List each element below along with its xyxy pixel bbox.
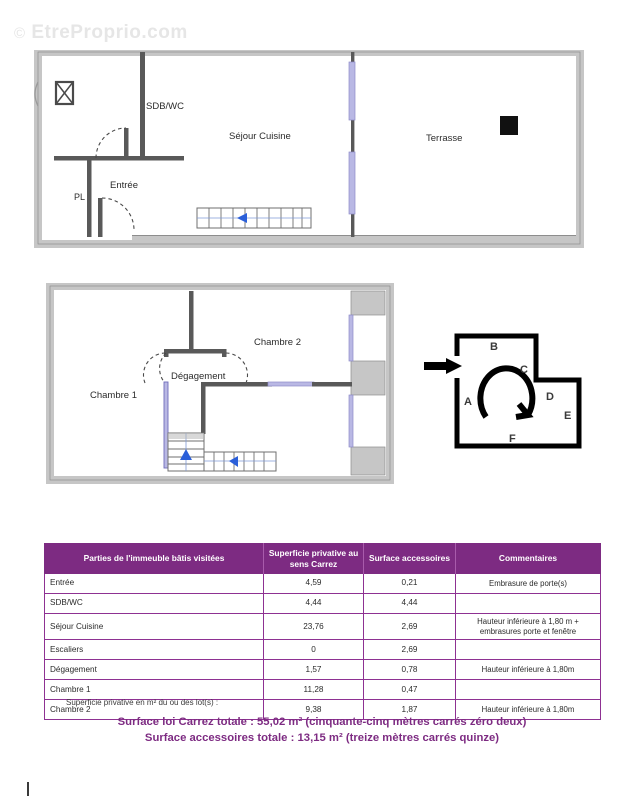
- table-row: [45, 594, 601, 614]
- wall-label-a: A: [464, 396, 472, 408]
- table-row: [45, 640, 601, 660]
- black-square-marker-icon: [500, 116, 518, 135]
- surface-note: Superficie privative en m² du ou des lot(s) :: [66, 698, 219, 707]
- room-label-sdbwc: SDB/WC: [146, 101, 184, 112]
- room-label-chambre-1: Chambre 1: [90, 390, 137, 401]
- cell-accessoires: 1,87: [364, 700, 456, 720]
- table-row: [45, 680, 601, 700]
- table-header-parts: Parties de l'immeuble bâtis visitées: [45, 543, 264, 574]
- cell-carrez: 1,57: [264, 660, 364, 680]
- cell-comment: Hauteur inférieure à 1,80 m + embrasures porte et fenêtre: [456, 614, 601, 640]
- cell-comment: Embrasure de porte(s): [456, 574, 601, 594]
- cell-part: Escaliers: [45, 640, 264, 660]
- cell-carrez: 0: [264, 640, 364, 660]
- upper-floor-plan: [46, 283, 396, 488]
- cell-accessoires: 0,47: [364, 680, 456, 700]
- page-margin-tick: [27, 782, 29, 796]
- ground-floor-plan-svg: [34, 50, 590, 250]
- cell-part: Entrée: [45, 574, 264, 594]
- wall-label-d: D: [546, 391, 554, 403]
- cell-accessoires: 0,78: [364, 660, 456, 680]
- room-shape-orientation-diagram: [424, 316, 594, 466]
- ground-floor-stairs: [197, 208, 311, 228]
- cell-comment: [456, 594, 601, 614]
- table-header-row: [45, 543, 601, 574]
- carrez-surface-table: [44, 543, 600, 720]
- upper-floor-plan-svg: [46, 283, 396, 488]
- total-accessoires-line: Surface accessoires totale : 13,15 m² (treize mètres carrés quinze): [144, 732, 500, 745]
- cell-comment: Hauteur inférieure à 1,80m: [456, 700, 601, 720]
- upper-floor-stairs-vertical: [168, 433, 204, 471]
- wall-label-c: C: [520, 364, 528, 376]
- cell-part: Séjour Cuisine: [45, 614, 264, 640]
- table-header-accessoires: Surface accessoires: [364, 543, 456, 574]
- cell-accessoires: 2,69: [364, 640, 456, 660]
- total-carrez-line: Surface loi Carrez totale : 55,02 m² (cinquante-cinq mètres carrés zéro deux): [117, 716, 527, 728]
- watermark-text: EtreProprio.com: [31, 22, 188, 43]
- cell-part: Chambre 1: [45, 680, 264, 700]
- cell-part: Dégagement: [45, 660, 264, 680]
- cell-accessoires: 0,21: [364, 574, 456, 594]
- table-header-commentaires: Commentaires: [456, 543, 601, 574]
- room-label-degagement: Dégagement: [171, 371, 226, 382]
- upper-floor-stairs-horizontal: [204, 452, 276, 471]
- table-header-carrez: Superficie privative au sens Carrez: [264, 543, 364, 574]
- cell-comment: Hauteur inférieure à 1,80m: [456, 660, 601, 680]
- room-label-sejour-cuisine: Séjour Cuisine: [229, 131, 291, 142]
- cell-comment: [456, 640, 601, 660]
- cell-carrez: 4,59: [264, 574, 364, 594]
- cell-accessoires: 4,44: [364, 594, 456, 614]
- cell-accessoires: 2,69: [364, 614, 456, 640]
- table-row: [45, 574, 601, 594]
- cell-carrez: 11,28: [264, 680, 364, 700]
- totals-block: [44, 714, 600, 747]
- room-label-terrasse: Terrasse: [426, 133, 463, 144]
- cell-part: Chambre 2: [45, 700, 264, 720]
- room-label-pl: PL: [74, 192, 86, 202]
- room-shape-diagram-svg: [424, 316, 594, 461]
- table-row: [45, 660, 601, 680]
- ground-floor-plan: [34, 50, 590, 250]
- cell-carrez: 4,44: [264, 594, 364, 614]
- table-row: [45, 614, 601, 640]
- cell-part: SDB/WC: [45, 594, 264, 614]
- wall-label-f: F: [509, 433, 516, 445]
- wall-label-e: E: [564, 410, 572, 422]
- cell-comment: [456, 680, 601, 700]
- watermark: [14, 22, 188, 44]
- cell-carrez: 9,38: [264, 700, 364, 720]
- window-cross-icon: [56, 82, 73, 104]
- cell-carrez: 23,76: [264, 614, 364, 640]
- wall-label-b: B: [490, 341, 498, 353]
- room-label-chambre-2: Chambre 2: [254, 337, 301, 348]
- room-label-entree: Entrée: [110, 180, 138, 191]
- watermark-copyright-icon: ©: [14, 25, 26, 42]
